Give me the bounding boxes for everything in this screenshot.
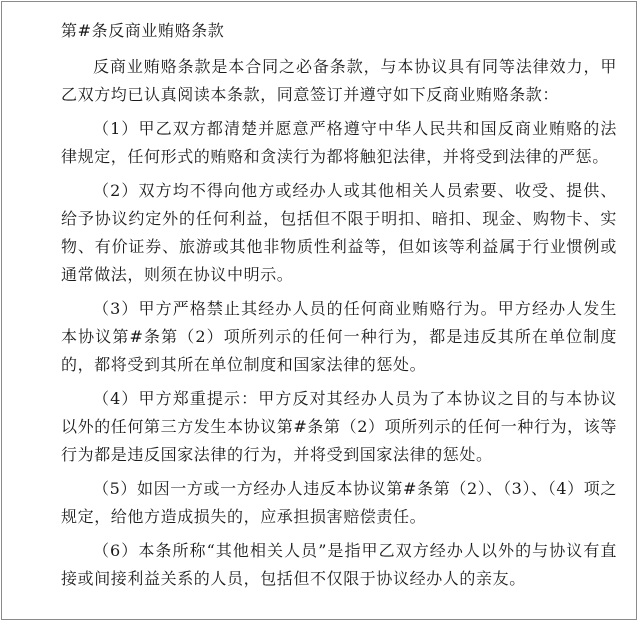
intro-paragraph: 反商业贿赂条款是本合同之必备条款，与本协议具有同等法律效力，甲乙双方均已认真阅读本条款，同意签订并遵守如下反商业贿赂条款：: [61, 57, 617, 104]
clause-item-2: （2）双方均不得向他方或经办人或其他相关人员索要、收受、提供、给予协议约定外的任何利益，包括但不限于明扣、暗扣、现金、购物卡、实物、有价证券、旅游或其他非物质性利益等，但如该等利益属于行业惯例或通常做法，则须在协议中明示。: [61, 181, 617, 284]
clause-item-5: （5）如因一方或一方经办人违反本协议第#条第（2）、（3）、（4）项之规定，给他方造成损失的，应承担损害赔偿责任。: [61, 479, 617, 526]
clause-item-6: （6）本条所称“其他相关人员”是指甲乙双方经办人以外的与协议有直接或间接利益关系的人员，包括但不仅限于协议经办人的亲友。: [61, 541, 617, 588]
clause-item-3: （3）甲方严格禁止其经办人员的任何商业贿赂行为。甲方经办人发生本协议第#条第（2）项所列示的任何一种行为，都是违反其所在单位制度的，都将受到其所在单位制度和国家法律的惩处。: [61, 299, 617, 374]
clause-item-1: （1）甲乙双方都清楚并愿意严格遵守中华人民共和国反商业贿赂的法律规定，任何形式的贿赂和贪渎行为都将触犯法律，并将受到法律的严惩。: [61, 119, 617, 166]
document-page: [1, 1, 637, 620]
clause-item-4: （4）甲方郑重提示：甲方反对其经办人员为了本协议之目的与本协议以外的任何第三方发生本协议第#条第（2）项所列示的任何一种行为，该等行为都是违反国家法律的行为，并将受到国家法律的惩处。: [61, 389, 617, 464]
clause-title: 第#条反商业贿赂条款: [61, 21, 225, 40]
document-body: [61, 17, 617, 593]
